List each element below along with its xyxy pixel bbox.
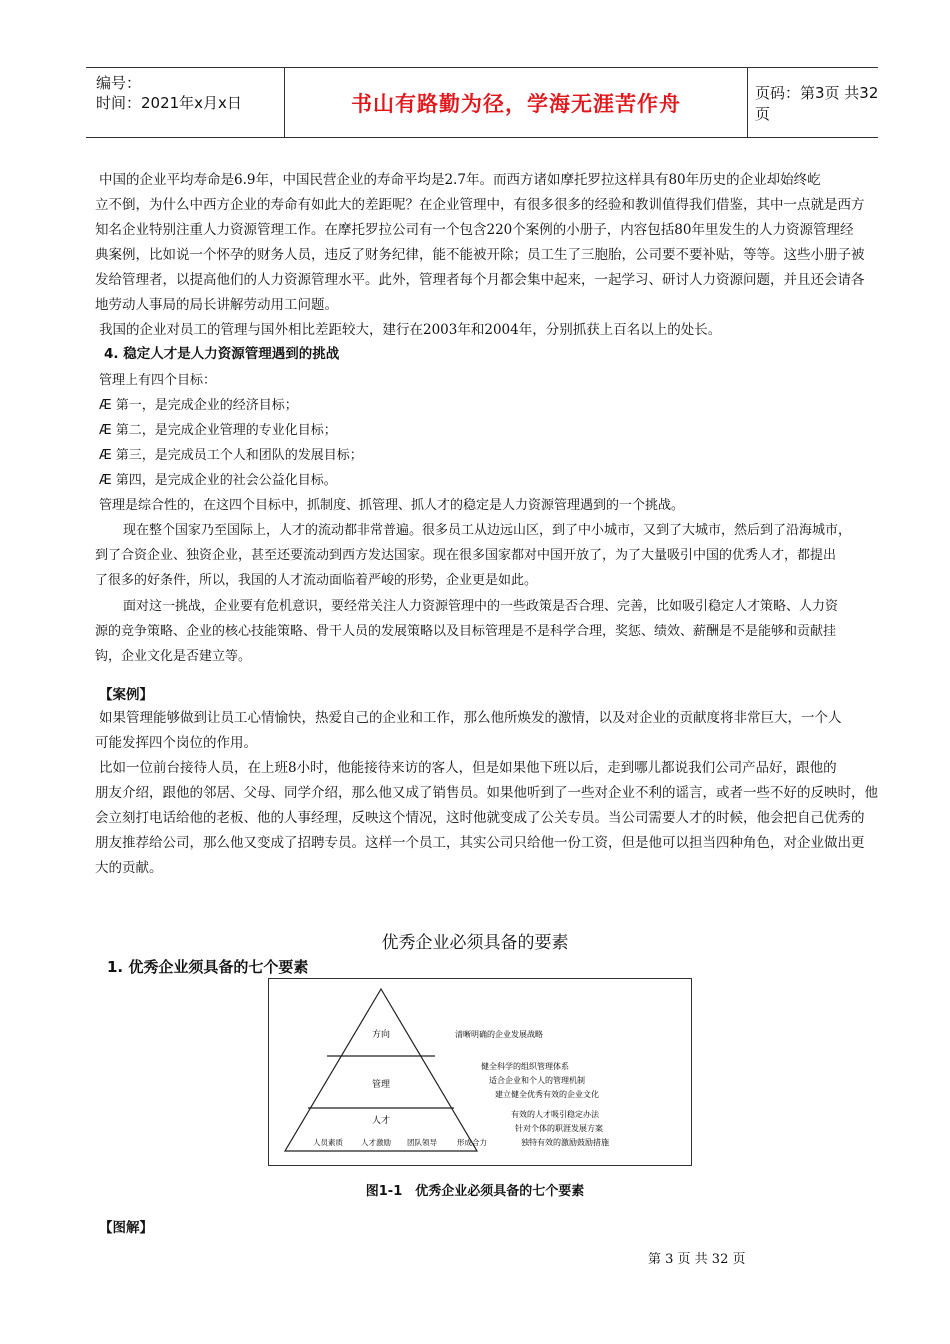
header-motto-cell [284,68,748,137]
right-text: 有效的人才吸引稳定办法 [511,1110,599,1119]
case-paragraph-2 [95,756,895,881]
right-text: 独特有效的激励鼓励措施 [521,1138,609,1147]
text-line: 了很多的好条件，所以，我国的人才流动面临着严峻的形势，企业更是如此。 [95,573,538,588]
section4-heading [104,342,900,367]
number-label: 编号： [96,74,142,92]
pyramid-diagram [269,979,691,1165]
case-heading: 【案例】 [99,687,153,703]
time-label: 时间：2021年x月x日 [96,94,242,112]
text-line: 如果管理能够做到让员工心情愉快，热爱自己的企业和工作，那么他所焕发的激情，以及对企业的贡献度将非常巨大，一个人 [99,710,842,726]
header-page-cell [747,68,886,137]
center-title: 优秀企业必须具备的要素 [381,933,569,953]
right-text: 针对个体的职涯发展方案 [515,1124,603,1133]
tier-talent: 人才 [371,1116,391,1126]
text-line: 朋友推荐给公司，那么他又变成了招聘专员。这样一个员工，其实公司只给他一份工资，但是他可以担当四种角色，对企业做出更 [95,835,865,851]
figure-caption: 图1-1 优秀企业必须具备的七个要素 [365,1184,585,1199]
goal-item: Æ 第二，是完成企业管理的专业化目标； [99,423,337,438]
right-text: 清晰明确的企业发展战略 [455,1030,543,1039]
case-paragraph-1 [95,706,895,756]
paragraph-talent-flow [95,518,895,593]
diagram-explanation-heading: 【图解】 [99,1220,153,1236]
right-text: 适合企业和个人的管理机制 [489,1076,585,1085]
page-label: 页码：第3页 共32页 [755,83,879,123]
text-line: 我国的企业对员工的管理与国外相比差距较大，建行在2003年和2004年，分别抓获上百名以上的处长。 [99,322,722,338]
right-text: 建立健全优秀有效的企业文化 [495,1090,599,1099]
pyramid-figure [268,978,692,1166]
text-line: 大的贡献。 [95,860,163,876]
goal-item: Æ 第四，是完成企业的社会公益化目标。 [99,473,337,488]
page-footer: 第 3 页 共 32 页 [648,1252,746,1267]
text-line: 源的竞争策略、企业的核心技能策略、骨干人员的发展策略以及目标管理是不是科学合理，奖惩、绩效、薪酬是不是能够和贡献挂 [95,624,837,639]
paragraph-facing-challenge [95,594,895,669]
text-line: 会立刻打电话给他的老板、他的人事经理，反映这个情况，这时他就变成了公关专员。当公司需要人才的时候，他会把自己优秀的 [95,810,865,826]
section1-title: 1. 优秀企业须具备的七个要素 [107,958,309,976]
tier-management: 管理 [371,1080,391,1090]
text-line: 典案例，比如说一个怀孕的财务人员，违反了财务纪律，能不能被开除；员工生了三胞胎，公司要不要补贴，等等。这些小册子被 [95,247,865,263]
section-title: 4. 稳定人才是人力资源管理遇到的挑战 [104,346,340,362]
text-line: 现在整个国家乃至国际上，人才的流动都非常普遍。很多员工从边远山区，到了中小城市，又到了大城市，然后到了沿海城市， [123,523,852,538]
text-line: 地劳动人事局的局长讲解劳动用工问题。 [95,297,338,313]
base-item: 人才激励 [361,1138,391,1147]
paragraph-domestic [99,318,895,343]
text-line: 到了合资企业、独资企业，甚至还要流动到西方发达国家。现在很多国家都对中国开放了，为了大量吸引中国的优秀人才，都提出 [95,548,837,563]
paragraph-challenge: 管理是综合性的，在这四个目标中，抓制度、抓管理、抓人才的稳定是人力资源管理遇到的一个挑战。 [99,498,685,513]
text-line: 钩，企业文化是否建立等。 [95,649,252,664]
motto: 书山有路勤为径，学海无涯苦作舟 [351,91,681,116]
page-header [86,67,878,138]
goals-block [99,368,895,518]
text-line: 知名企业特别注重人力资源管理工作。在摩托罗拉公司有一个包含220个案例的小册子，内容包括80年里发生的人力资源管理经 [95,222,854,238]
text-line: 朋友介绍，跟他的邻居、父母、同学介绍，那么他又成了销售员。如果他听到了一些对企业不利的谣言，或者一些不好的反映时，他 [95,785,878,801]
text-line: 发给管理者，以提高他们的人力资源管理水平。此外，管理者每个月都会集中起来，一起学习、研讨人力资源问题，并且还会请各 [95,272,865,288]
base-item: 团队领导 [407,1138,437,1147]
base-item: 人员素质 [313,1138,343,1147]
text-line: 比如一位前台接待人员，在上班8小时，他能接待来访的客人，但是如果他下班以后，走到哪儿都说我们公司产品好，跟他的 [99,760,837,776]
base-item: 形成合力 [457,1138,487,1147]
tier-direction: 方向 [371,1030,391,1040]
goal-item: Æ 第一，是完成企业的经济目标； [99,398,298,413]
right-text: 健全科学的组织管理体系 [481,1062,569,1071]
text-line: 面对这一挑战，企业要有危机意识，要经常关注人力资源管理中的一些政策是否合理、完善，比如吸引稳定人才策略、人力资 [123,599,839,614]
text-line: 中国的企业平均寿命是6.9年，中国民营企业的寿命平均是2.7年。而西方诸如摩托罗拉这样具有80年历史的企业却始终屹 [99,172,821,188]
text-line: 可能发挥四个岗位的作用。 [95,735,257,751]
goals-intro: 管理上有四个目标： [99,373,217,388]
header-left-cell [86,68,284,137]
pyramid-outline [285,989,477,1151]
goal-item: Æ 第三，是完成员工个人和团队的发展目标； [99,448,363,463]
text-line: 立不倒，为什么中西方企业的寿命有如此大的差距呢？在企业管理中，有很多很多的经验和教训值得我们借鉴，其中一点就是西方 [95,197,865,213]
paragraph-lifespan [95,168,895,318]
